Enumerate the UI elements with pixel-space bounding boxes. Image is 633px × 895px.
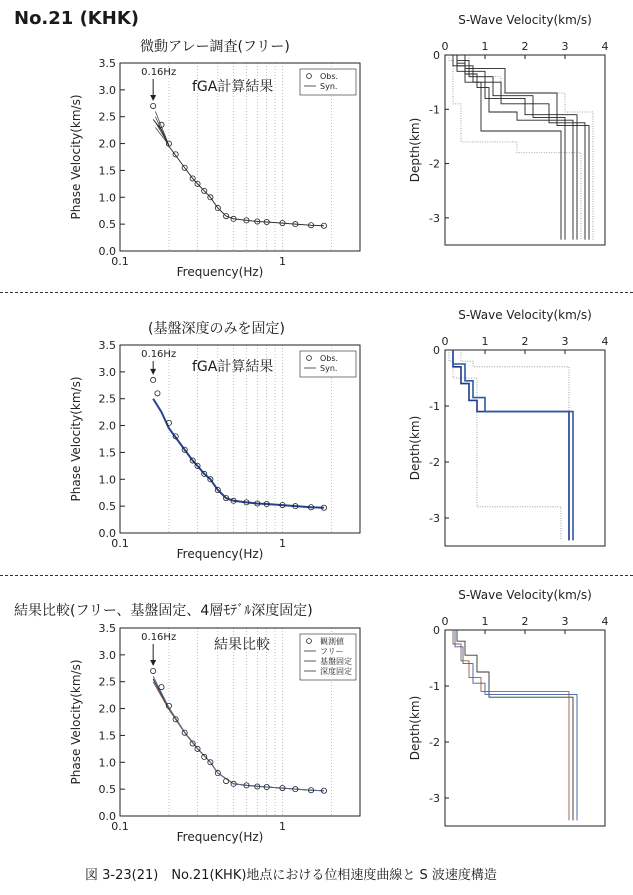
y-tick-label: 0.0 <box>98 810 116 823</box>
legend-label: Syn. <box>320 364 338 373</box>
y-tick-label: 0.5 <box>98 783 116 797</box>
plot-frame <box>445 630 605 826</box>
x-tick-label: 1 <box>278 537 286 550</box>
profile-line <box>457 55 565 240</box>
y-tick-label: 1.0 <box>98 191 116 205</box>
y-tick-label: 1.5 <box>98 446 116 460</box>
profile-line <box>457 55 573 240</box>
profile-line <box>457 630 573 820</box>
arrow-label: 0.16Hz <box>141 67 177 78</box>
y-axis-label: Depth(km) <box>408 117 422 183</box>
y-axis-label: Phase Velocity(km/s) <box>69 659 83 785</box>
x-tick-label: 0.1 <box>111 255 129 268</box>
y-tick-label: 1.0 <box>98 473 116 487</box>
plot-frame <box>445 350 605 546</box>
y-tick-label: 2.0 <box>98 137 116 151</box>
x-tick-label: 3 <box>561 40 569 53</box>
y-axis-label: Depth(km) <box>408 415 422 481</box>
legend-label: Obs. <box>320 72 339 81</box>
x-tick-label: 1 <box>278 820 286 833</box>
legend-label: Obs. <box>320 354 339 363</box>
x-axis-label: Frequency(Hz) <box>176 265 264 279</box>
phase-velocity-chart-3 <box>60 620 370 850</box>
x-tick-label: 1 <box>481 335 489 348</box>
profile-line <box>457 55 585 240</box>
page-title: No.21 (KHK) <box>14 8 139 29</box>
y-tick-label: -2 <box>429 456 440 469</box>
data-point <box>155 391 160 396</box>
section-2-divider <box>0 575 633 576</box>
x-tick-label: 0.1 <box>111 820 129 833</box>
y-tick-label: 3.0 <box>98 83 116 97</box>
y-tick-label: -2 <box>429 736 440 749</box>
x-tick-label: 2 <box>521 40 529 53</box>
y-tick-label: 0.5 <box>98 500 116 514</box>
arrow-head <box>150 369 156 375</box>
y-tick-label: 0.5 <box>98 218 116 232</box>
syn-line <box>153 399 324 508</box>
syn-line <box>153 679 324 791</box>
swave-chart-3 <box>405 585 620 845</box>
bound-line <box>469 55 593 240</box>
swave-chart-2 <box>405 305 620 560</box>
legend-label: フリー <box>320 647 344 656</box>
y-tick-label: 0 <box>433 49 440 62</box>
data-point <box>151 377 156 382</box>
x-axis-label: Frequency(Hz) <box>176 830 264 844</box>
profile-line <box>453 350 573 540</box>
x-axis-label: Frequency(Hz) <box>176 547 264 561</box>
syn-line <box>153 119 324 225</box>
profile-line <box>453 630 569 820</box>
x-tick-label: 4 <box>601 615 609 628</box>
y-tick-label: 2.5 <box>98 675 116 689</box>
y-axis-label: Phase Velocity(km/s) <box>69 376 83 502</box>
y-tick-label: 3.0 <box>98 365 116 379</box>
y-tick-label: 3.5 <box>98 622 116 635</box>
arrow-head <box>150 95 156 101</box>
section-1-result-label: fGA計算結果 <box>192 79 274 95</box>
y-tick-label: 2.5 <box>98 110 116 124</box>
section-1-divider <box>0 292 633 293</box>
x-tick-label: 0 <box>441 40 449 53</box>
arrow-label: 0.16Hz <box>141 349 177 360</box>
y-tick-label: 3.5 <box>98 57 116 70</box>
phase-velocity-chart-2 <box>60 337 370 567</box>
phase-velocity-chart-1 <box>60 55 370 285</box>
swave-chart-1 <box>405 10 620 275</box>
data-point <box>151 103 156 108</box>
y-tick-label: 0 <box>433 344 440 357</box>
y-tick-label: 2.5 <box>98 392 116 406</box>
profile-line <box>453 55 561 240</box>
y-tick-label: 0.0 <box>98 527 116 540</box>
y-tick-label: -3 <box>429 512 440 525</box>
x-tick-label: 4 <box>601 335 609 348</box>
section-1-heading: 微動アレー調査(フリー) <box>140 39 290 55</box>
x-tick-label: 0.1 <box>111 537 129 550</box>
y-tick-label: -3 <box>429 792 440 805</box>
y-tick-label: 2.0 <box>98 702 116 716</box>
chart-title: S-Wave Velocity(km/s) <box>458 308 592 322</box>
section-3-heading: 結果比較(フリー、基盤固定、4層ﾓﾃﾞﾙ深度固定) <box>14 603 313 619</box>
x-tick-label: 2 <box>521 615 529 628</box>
y-tick-label: 0.0 <box>98 245 116 258</box>
y-tick-label: -1 <box>429 400 440 413</box>
x-tick-label: 2 <box>521 335 529 348</box>
y-axis-label: Depth(km) <box>408 695 422 761</box>
y-tick-label: 3.0 <box>98 648 116 662</box>
section-3-result-label: 結果比較 <box>214 637 270 653</box>
x-tick-label: 4 <box>601 40 609 53</box>
syn-line <box>153 682 324 791</box>
data-point <box>151 668 156 673</box>
y-tick-label: -1 <box>429 103 440 117</box>
legend-label: 深度固定 <box>320 667 352 676</box>
profile-line <box>453 350 569 540</box>
x-tick-label: 3 <box>561 335 569 348</box>
x-tick-label: 0 <box>441 615 449 628</box>
chart-title: S-Wave Velocity(km/s) <box>458 13 592 27</box>
chart-title: S-Wave Velocity(km/s) <box>458 588 592 602</box>
y-tick-label: 0 <box>433 624 440 637</box>
y-tick-label: 3.5 <box>98 339 116 352</box>
figure-caption: 図 3-23(21) No.21(KHK)地点における位相速度曲線と S 波速度構造 <box>85 868 497 883</box>
x-tick-label: 0 <box>441 335 449 348</box>
x-tick-label: 3 <box>561 615 569 628</box>
y-tick-label: -3 <box>429 211 440 225</box>
y-tick-label: 1.5 <box>98 729 116 743</box>
syn-line <box>155 111 169 145</box>
arrow-head <box>150 660 156 666</box>
profile-line <box>455 630 577 820</box>
section-2-heading: (基盤深度のみを固定) <box>148 321 285 337</box>
y-tick-label: 1.0 <box>98 756 116 770</box>
data-point <box>159 684 164 689</box>
syn-line <box>153 676 324 790</box>
y-axis-label: Phase Velocity(km/s) <box>69 94 83 220</box>
x-tick-label: 1 <box>481 615 489 628</box>
y-tick-label: -1 <box>429 680 440 693</box>
profile-line <box>465 55 589 240</box>
y-tick-label: 1.5 <box>98 164 116 178</box>
x-tick-label: 1 <box>481 40 489 53</box>
y-tick-label: -2 <box>429 157 440 171</box>
legend-label: Syn. <box>320 82 338 91</box>
section-2-result-label: fGA計算結果 <box>192 359 274 375</box>
arrow-label: 0.16Hz <box>141 632 177 643</box>
x-tick-label: 1 <box>278 255 286 268</box>
legend-label: 基盤固定 <box>320 657 352 666</box>
legend-label: 観測値 <box>320 637 344 646</box>
y-tick-label: 2.0 <box>98 419 116 433</box>
